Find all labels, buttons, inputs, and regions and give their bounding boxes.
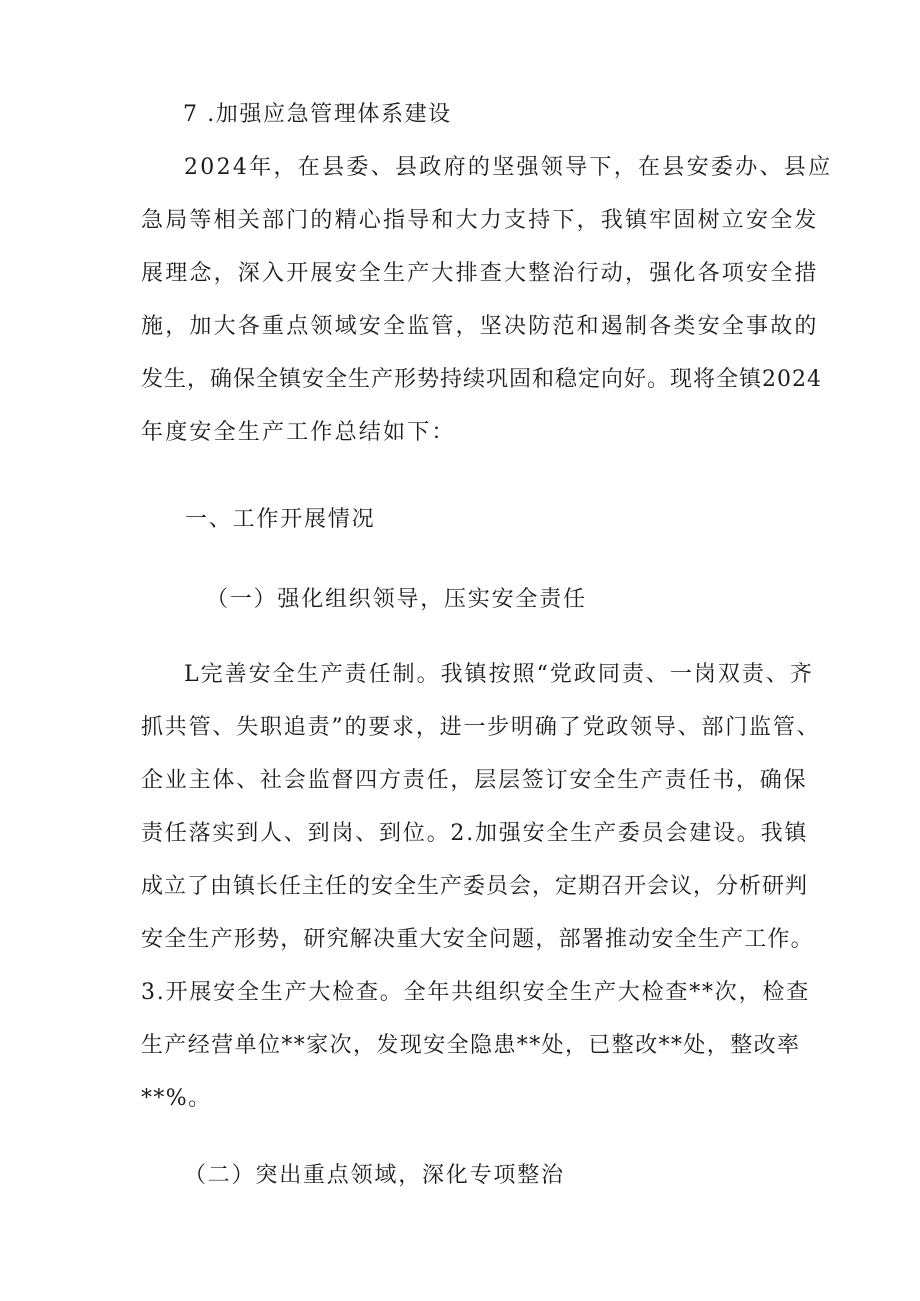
subsection-1-line-2: 抓共管、失职追责”的要求，进一步明确了党政领导、部门监管、 [141,715,821,740]
subsection-1-line-1: L完善安全生产责任制。我镇按照“党政同责、一岗双责、齐 [184,662,814,687]
intro-paragraph-line-4: 施，加大各重点领域安全监管，坚决防范和遏制各类安全事故的 [141,314,819,339]
subsection-1-line-9: **%。 [141,1086,212,1111]
section-title-work-progress: 一、工作开展情况 [185,507,376,532]
subsection-1-line-6: 安全生产形势，研究解决重大安全问题，部署推动安全生产工作。 [141,927,814,952]
intro-paragraph-line-5: 发生，确保全镇安全生产形势持续巩固和稳定向好。现将全镇2024 [141,367,822,392]
intro-paragraph-line-1: 2024年，在县委、县政府的坚强领导下，在县安委办、县应 [184,155,833,180]
subsection-1-line-5: 成立了由镇长任主任的安全生产委员会，定期召开会议，分析研判 [141,874,809,899]
intro-paragraph-line-2: 急局等相关部门的精心指导和大力支持下，我镇牢固树立安全发 [141,208,819,233]
subsection-1-line-4: 责任落实到人、到岗、到位。2.加强安全生产委员会建设。我镇 [141,821,809,846]
subsection-1-line-8: 生产经营单位**家次，发现安全隐患**处，已整改**处，整改率 [141,1033,801,1058]
subsection-title-key-areas: （二）突出重点领域，深化专项整治 [184,1163,565,1188]
intro-paragraph-line-6: 年度安全生产工作总结如下： [141,420,456,445]
subsection-1-line-7: 3.开展安全生产大检查。全年共组织安全生产大检查**次，检查 [141,980,810,1005]
subsection-title-organization: （一）强化组织领导，压实安全责任 [206,587,587,612]
heading-item-7: 7 .加强应急管理体系建设 [183,102,452,127]
intro-paragraph-line-3: 展理念，深入开展安全生产大排查大整治行动，强化各项安全措 [141,261,819,286]
subsection-1-line-3: 企业主体、社会监督四方责任，层层签订安全生产责任书，确保 [141,768,808,793]
